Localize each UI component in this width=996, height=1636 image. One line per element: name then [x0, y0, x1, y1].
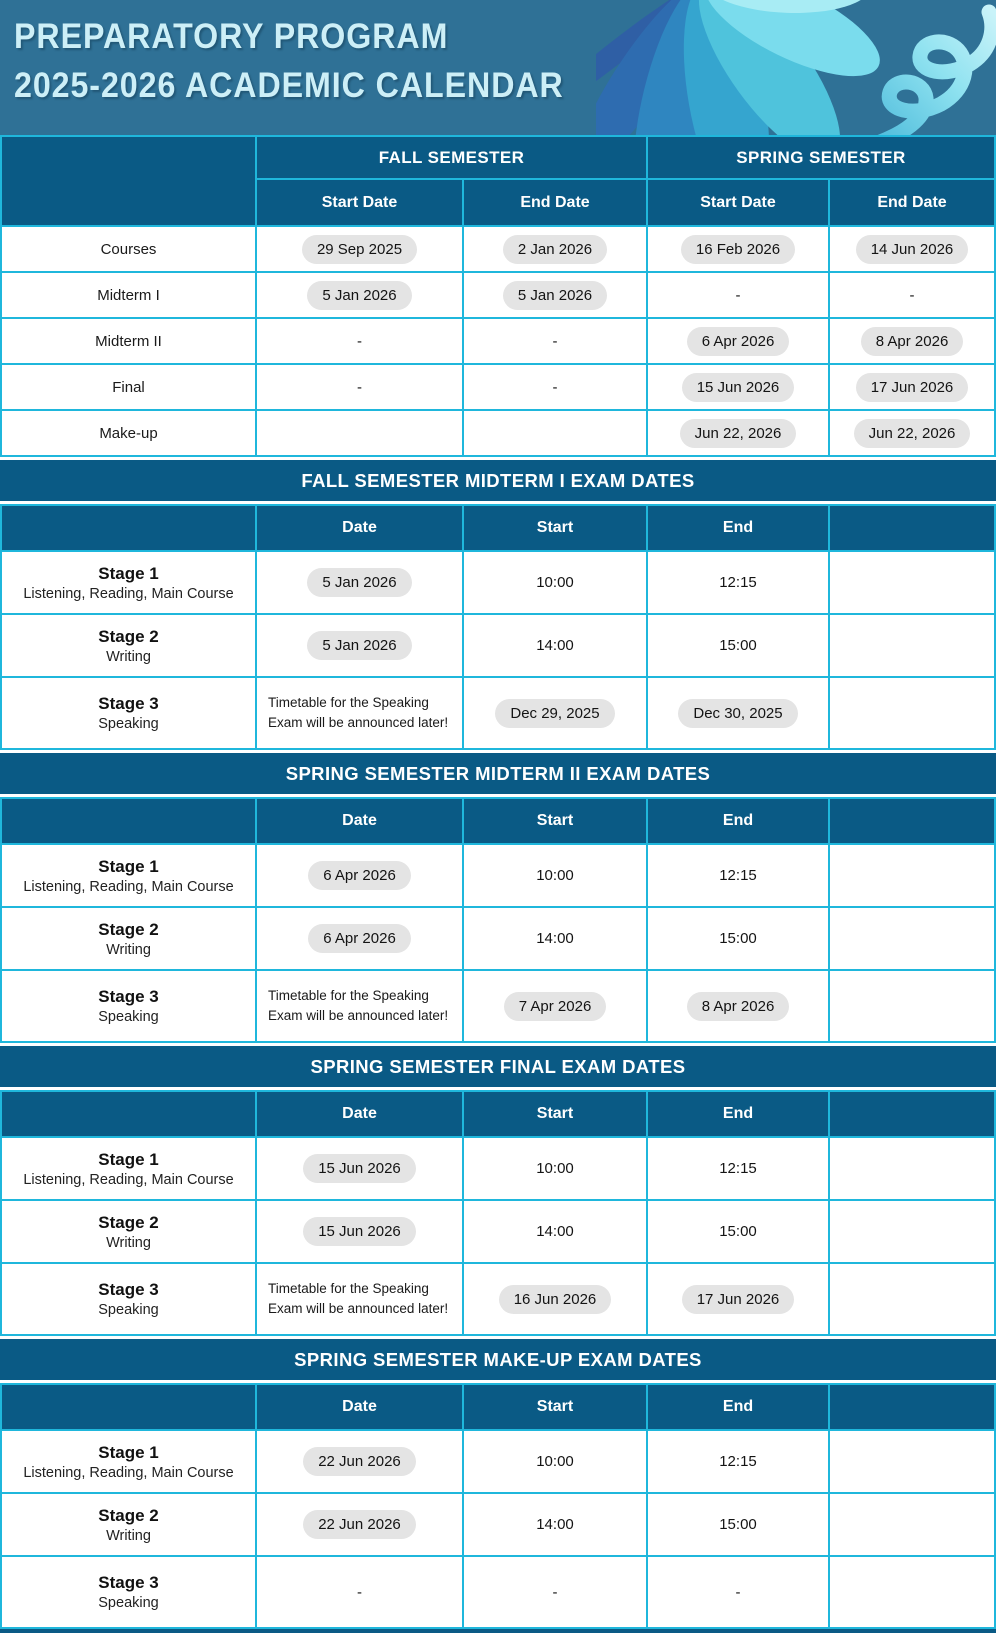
stage-1-cell: Stage 1 Listening, Reading, Main Course — [2, 1431, 255, 1492]
courses-spring-end-cell — [830, 227, 994, 271]
page-header-banner — [0, 0, 996, 135]
section-band-spring-makeup: SPRING SEMESTER MAKE-UP EXAM DATES — [0, 1339, 996, 1380]
final-spring-start-cell — [648, 365, 828, 409]
start-cell: 10:00 — [464, 1431, 646, 1492]
spacer-header-cell — [830, 799, 994, 843]
start-cell: 14:00 — [464, 1494, 646, 1555]
date-pill: 5 Jan 2026 — [307, 631, 411, 660]
start-cell: - — [464, 1557, 646, 1627]
speaking-exam-note: Timetable for the Speaking Exam will be announced later! — [268, 987, 449, 1023]
final-spring-end-cell — [830, 365, 994, 409]
exam-table-fall-midterm1 — [0, 504, 996, 750]
makeup-fall-start-cell — [257, 411, 462, 455]
corner-header-cell — [2, 506, 255, 550]
end-cell: 12:15 — [648, 845, 828, 906]
spacer-header-cell — [830, 1385, 994, 1429]
date-note-cell — [257, 678, 462, 748]
semester-overview-table — [0, 135, 996, 457]
spiral-icon — [854, 12, 992, 135]
page-title — [14, 12, 612, 110]
spacer-cell — [830, 552, 994, 613]
stage-2-cell: Stage 2 Writing — [2, 615, 255, 676]
end-cell: 15:00 — [648, 1201, 828, 1262]
midterm2-fall-start-cell: - — [257, 319, 462, 363]
corner-header-cell — [2, 137, 255, 225]
date-cell — [257, 615, 462, 676]
fall-semester-header: FALL SEMESTER — [257, 137, 646, 178]
date-pill: 7 Apr 2026 — [504, 992, 607, 1021]
date-cell — [257, 845, 462, 906]
date-pill: 29 Sep 2025 — [302, 235, 417, 264]
date-column-header: Date — [257, 1385, 462, 1429]
date-pill: Jun 22, 2026 — [680, 419, 797, 448]
spacer-header-cell — [830, 1092, 994, 1136]
spacer-cell — [830, 845, 994, 906]
date-pill: 22 Jun 2026 — [303, 1510, 416, 1539]
stage-2-cell: Stage 2 Writing — [2, 1494, 255, 1555]
spacer-cell — [830, 908, 994, 969]
makeup-fall-end-cell — [464, 411, 646, 455]
final-fall-end-cell: - — [464, 365, 646, 409]
start-cell: 10:00 — [464, 1138, 646, 1199]
date-cell — [257, 552, 462, 613]
date-pill: Dec 29, 2025 — [495, 699, 614, 728]
start-column-header: Start — [464, 1092, 646, 1136]
midterm2-spring-start-cell — [648, 319, 828, 363]
date-column-header: Date — [257, 799, 462, 843]
date-column-header: Date — [257, 1092, 462, 1136]
courses-fall-start-cell — [257, 227, 462, 271]
date-cell — [257, 1201, 462, 1262]
stage-3-cell: Stage 3 Speaking — [2, 971, 255, 1041]
date-pill: 16 Jun 2026 — [499, 1285, 612, 1314]
date-pill: 14 Jun 2026 — [856, 235, 969, 264]
section-band-spring-midterm2: SPRING SEMESTER MIDTERM II EXAM DATES — [0, 753, 996, 794]
date-cell — [257, 908, 462, 969]
date-pill: 8 Apr 2026 — [687, 992, 790, 1021]
date-pill: 17 Jun 2026 — [682, 1285, 795, 1314]
makeup-spring-start-cell — [648, 411, 828, 455]
date-pill: 6 Apr 2026 — [308, 924, 411, 953]
start-column-header: Start — [464, 1385, 646, 1429]
stage-3-cell: Stage 3 Speaking — [2, 678, 255, 748]
spacer-cell — [830, 678, 994, 748]
row-label-final: Final — [2, 365, 255, 409]
spacer-cell — [830, 615, 994, 676]
stage-1-cell: Stage 1 Listening, Reading, Main Course — [2, 1138, 255, 1199]
corner-header-cell — [2, 799, 255, 843]
date-pill: 15 Jun 2026 — [682, 373, 795, 402]
start-cell — [464, 971, 646, 1041]
date-pill: 17 Jun 2026 — [856, 373, 969, 402]
bottom-accent-strip — [0, 1629, 996, 1633]
stage-3-cell: Stage 3 Speaking — [2, 1557, 255, 1627]
midterm2-fall-end-cell: - — [464, 319, 646, 363]
date-pill: 8 Apr 2026 — [861, 327, 964, 356]
exam-table-spring-final — [0, 1090, 996, 1336]
start-column-header: Start — [464, 506, 646, 550]
start-cell: 14:00 — [464, 1201, 646, 1262]
end-cell: 12:15 — [648, 1431, 828, 1492]
corner-header-cell — [2, 1385, 255, 1429]
spacer-header-cell — [830, 506, 994, 550]
end-column-header: End — [648, 506, 828, 550]
date-pill: 22 Jun 2026 — [303, 1447, 416, 1476]
end-column-header: End — [648, 1092, 828, 1136]
start-cell: 10:00 — [464, 845, 646, 906]
date-note-cell — [257, 1264, 462, 1334]
courses-spring-start-cell — [648, 227, 828, 271]
date-pill: 15 Jun 2026 — [303, 1154, 416, 1183]
stage-3-cell: Stage 3 Speaking — [2, 1264, 255, 1334]
end-cell: 15:00 — [648, 1494, 828, 1555]
date-pill: 6 Apr 2026 — [687, 327, 790, 356]
section-band-fall-midterm1: FALL SEMESTER MIDTERM I EXAM DATES — [0, 460, 996, 501]
end-cell: 12:15 — [648, 1138, 828, 1199]
spacer-cell — [830, 971, 994, 1041]
end-cell: 15:00 — [648, 615, 828, 676]
final-fall-start-cell: - — [257, 365, 462, 409]
page-title-line-2: 2025-2026 ACADEMIC CALENDAR — [14, 66, 564, 105]
end-column-header: End — [648, 1385, 828, 1429]
date-cell — [257, 1138, 462, 1199]
courses-fall-end-cell — [464, 227, 646, 271]
date-pill: Dec 30, 2025 — [678, 699, 797, 728]
end-column-header: End — [648, 799, 828, 843]
stage-2-cell: Stage 2 Writing — [2, 908, 255, 969]
spacer-cell — [830, 1138, 994, 1199]
stage-2-cell: Stage 2 Writing — [2, 1201, 255, 1262]
row-label-midterm-1: Midterm I — [2, 273, 255, 317]
date-cell — [257, 1431, 462, 1492]
spacer-cell — [830, 1264, 994, 1334]
date-pill: 2 Jan 2026 — [503, 235, 607, 264]
date-pill: 6 Apr 2026 — [308, 861, 411, 890]
date-cell — [257, 1494, 462, 1555]
makeup-spring-end-cell — [830, 411, 994, 455]
end-cell — [648, 1264, 828, 1334]
stage-1-cell: Stage 1 Listening, Reading, Main Course — [2, 552, 255, 613]
spring-semester-header: SPRING SEMESTER — [648, 137, 994, 178]
midterm1-spring-end-cell: - — [830, 273, 994, 317]
stage-1-cell: Stage 1 Listening, Reading, Main Course — [2, 845, 255, 906]
date-pill: 5 Jan 2026 — [503, 281, 607, 310]
fall-end-date-header: End Date — [464, 180, 646, 225]
start-cell: 14:00 — [464, 908, 646, 969]
midterm1-fall-end-cell — [464, 273, 646, 317]
start-cell — [464, 678, 646, 748]
flower-petals-icon — [596, 0, 893, 135]
start-column-header: Start — [464, 799, 646, 843]
date-pill: 5 Jan 2026 — [307, 281, 411, 310]
corner-header-cell — [2, 1092, 255, 1136]
start-cell: 14:00 — [464, 615, 646, 676]
spacer-cell — [830, 1557, 994, 1627]
exam-table-spring-midterm2 — [0, 797, 996, 1043]
date-pill: 15 Jun 2026 — [303, 1217, 416, 1246]
date-note-cell — [257, 971, 462, 1041]
start-cell — [464, 1264, 646, 1334]
spacer-cell — [830, 1201, 994, 1262]
date-column-header: Date — [257, 506, 462, 550]
date-pill: 16 Feb 2026 — [681, 235, 795, 264]
date-cell: - — [257, 1557, 462, 1627]
spring-start-date-header: Start Date — [648, 180, 828, 225]
row-label-courses: Courses — [2, 227, 255, 271]
end-cell — [648, 678, 828, 748]
midterm1-spring-start-cell: - — [648, 273, 828, 317]
spring-end-date-header: End Date — [830, 180, 994, 225]
end-cell: 12:15 — [648, 552, 828, 613]
end-cell: 15:00 — [648, 908, 828, 969]
midterm1-fall-start-cell — [257, 273, 462, 317]
date-pill: Jun 22, 2026 — [854, 419, 971, 448]
end-cell: - — [648, 1557, 828, 1627]
fall-start-date-header: Start Date — [257, 180, 462, 225]
spacer-cell — [830, 1494, 994, 1555]
spacer-cell — [830, 1431, 994, 1492]
section-band-spring-final: SPRING SEMESTER FINAL EXAM DATES — [0, 1046, 996, 1087]
exam-table-spring-makeup — [0, 1383, 996, 1629]
row-label-makeup: Make-up — [2, 411, 255, 455]
end-cell — [648, 971, 828, 1041]
row-label-midterm-2: Midterm II — [2, 319, 255, 363]
speaking-exam-note: Timetable for the Speaking Exam will be announced later! — [268, 694, 449, 730]
page-title-line-1: PREPARATORY PROGRAM — [14, 17, 449, 56]
date-pill: 5 Jan 2026 — [307, 568, 411, 597]
speaking-exam-note: Timetable for the Speaking Exam will be announced later! — [268, 1280, 449, 1316]
flower-spiral-decoration-icon — [596, 0, 996, 135]
start-cell: 10:00 — [464, 552, 646, 613]
midterm2-spring-end-cell — [830, 319, 994, 363]
